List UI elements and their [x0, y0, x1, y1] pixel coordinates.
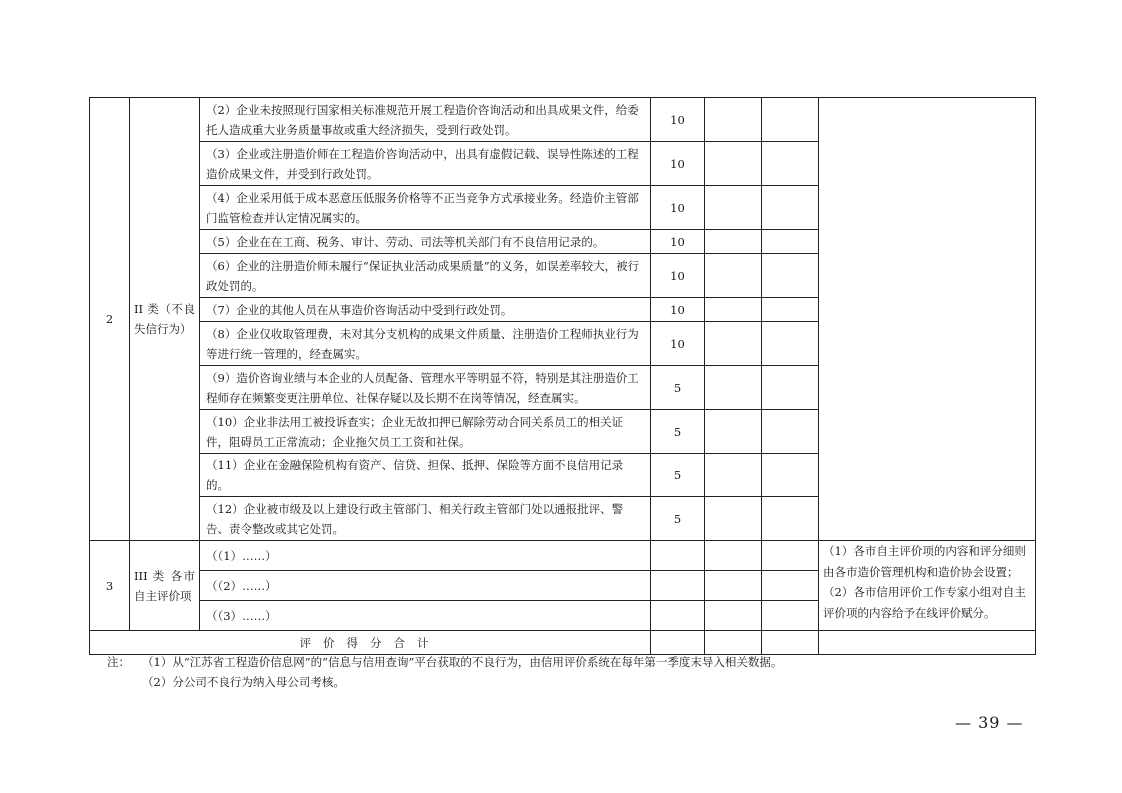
empty-cell: [705, 186, 762, 230]
remark-cell: （1）各市自主评价项的内容和评分细则由各市造价管理机构和造价协会设置；（2）各市信用评价工作专家小组对自主评价项的内容给予在线评价赋分。: [819, 541, 1036, 631]
item-score: 10: [651, 142, 705, 186]
empty-cell: [819, 631, 1036, 655]
remark-cell: [819, 98, 1036, 541]
table-row: [90, 98, 1036, 142]
empty-cell: [762, 298, 819, 322]
empty-cell: [762, 631, 819, 655]
empty-cell: [651, 601, 705, 631]
item-score: 10: [651, 298, 705, 322]
empty-cell: [705, 142, 762, 186]
empty-cell: [762, 366, 819, 410]
empty-cell: [705, 454, 762, 497]
item-score: 10: [651, 186, 705, 230]
empty-cell: [705, 322, 762, 366]
empty-cell: [762, 541, 819, 571]
item-text: （3）企业或注册造价师在工程造价咨询活动中，出具有虚假记载、误导性陈述的工程造价成果文件，并受到行政处罚。: [200, 142, 651, 186]
empty-cell: [705, 631, 762, 655]
note-text: （1）从“江苏省工程造价信息网”的“信息与信用查询”平台获取的不良行为，由信用评价系统在每年第一季度末导入相关数据。: [142, 655, 783, 669]
note-line-1: [107, 652, 782, 672]
empty-cell: [762, 571, 819, 601]
total-row: [90, 631, 1036, 655]
item-text: （（1）……）: [200, 541, 651, 571]
item-text: （8）企业仅收取管理费，未对其分支机构的成果文件质量、注册造价工程师执业行为等进行统一管理的，经查属实。: [200, 322, 651, 366]
item-text: （4）企业采用低于成本恶意压低服务价格等不正当竞争方式承接业务。经造价主管部门监管检查并认定情况属实的。: [200, 186, 651, 230]
notes: [107, 652, 782, 692]
item-score: 5: [651, 497, 705, 541]
item-text: （2）企业未按照现行国家相关标准规范开展工程造价咨询活动和出具成果文件，给委托人造成重大业务质量事故或重大经济损失，受到行政处罚。: [200, 98, 651, 142]
empty-cell: [762, 601, 819, 631]
empty-cell: [762, 142, 819, 186]
empty-cell: [705, 601, 762, 631]
category-number: 3: [90, 541, 130, 631]
empty-cell: [705, 98, 762, 142]
item-score: 10: [651, 322, 705, 366]
item-score: 10: [651, 254, 705, 298]
item-text: （10）企业非法用工被投诉查实；企业无故扣押已解除劳动合同关系员工的相关证件，阻碍员工正常流动；企业拖欠员工工资和社保。: [200, 410, 651, 454]
empty-cell: [705, 541, 762, 571]
category-name: II 类（不良失信行为）: [130, 98, 200, 541]
empty-cell: [762, 98, 819, 142]
item-score: 5: [651, 454, 705, 497]
item-score: 10: [651, 98, 705, 142]
item-text: （6）企业的注册造价师未履行“保证执业活动成果质量”的义务，如误差率较大，被行政处罚的。: [200, 254, 651, 298]
empty-cell: [705, 230, 762, 254]
empty-cell: [762, 322, 819, 366]
empty-cell: [705, 298, 762, 322]
empty-cell: [705, 366, 762, 410]
total-label: 评价得分合计: [90, 631, 651, 655]
empty-cell: [762, 497, 819, 541]
empty-cell: [705, 410, 762, 454]
empty-cell: [705, 497, 762, 541]
note-prefix: 注：: [107, 655, 130, 669]
table-row: [90, 541, 1036, 571]
empty-cell: [762, 454, 819, 497]
empty-cell: [762, 230, 819, 254]
item-score: 5: [651, 410, 705, 454]
empty-cell: [651, 631, 705, 655]
category-number: 2: [90, 98, 130, 541]
page-number: — 39 —: [955, 713, 1024, 732]
item-text: （12）企业被市级及以上建设行政主管部门、相关行政主管部门处以通报批评、警告、责令整改或其它处罚。: [200, 497, 651, 541]
empty-cell: [705, 254, 762, 298]
empty-cell: [705, 571, 762, 601]
empty-cell: [762, 254, 819, 298]
item-score: 10: [651, 230, 705, 254]
empty-cell: [762, 410, 819, 454]
item-text: （5）企业在在工商、税务、审计、劳动、司法等机关部门有不良信用记录的。: [200, 230, 651, 254]
category-name: III 类 各市自主评价项: [130, 541, 200, 631]
credit-evaluation-table: [89, 97, 1036, 655]
note-line-2: （2）分公司不良行为纳入母公司考核。: [142, 675, 345, 689]
empty-cell: [651, 571, 705, 601]
item-text: （（2）……）: [200, 571, 651, 601]
empty-cell: [762, 186, 819, 230]
item-score: 5: [651, 366, 705, 410]
item-text: （11）企业在金融保险机构有资产、信贷、担保、抵押、保险等方面不良信用记录的。: [200, 454, 651, 497]
item-text: （7）企业的其他人员在从事造价咨询活动中受到行政处罚。: [200, 298, 651, 322]
item-text: （9）造价咨询业绩与本企业的人员配备、管理水平等明显不符，特别是其注册造价工程师存在频繁变更注册单位、社保存疑以及长期不在岗等情况，经查属实。: [200, 366, 651, 410]
empty-cell: [651, 541, 705, 571]
item-text: （（3）……）: [200, 601, 651, 631]
